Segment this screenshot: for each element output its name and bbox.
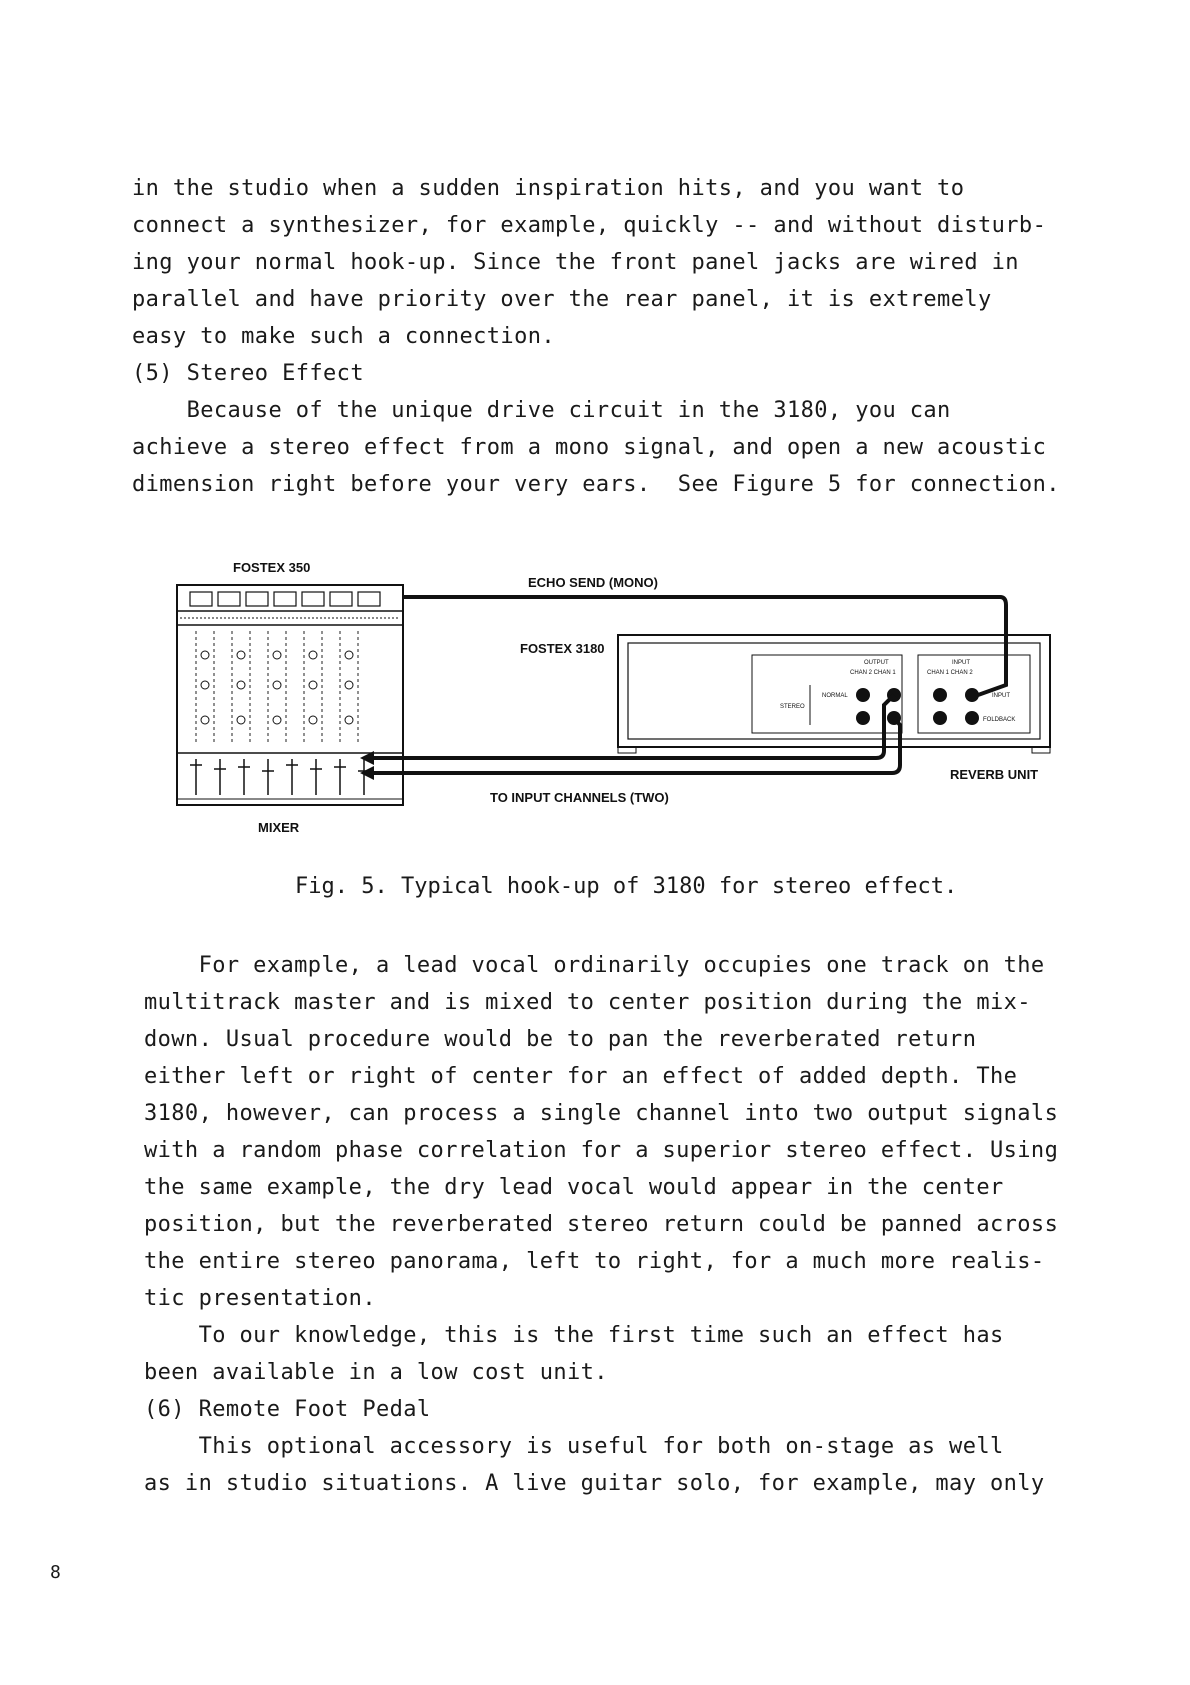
return-cable-1 — [372, 695, 894, 758]
body-line: dimension right before your very ears. See Figure 5 for connection. — [132, 472, 1060, 497]
mixer-label: MIXER — [258, 820, 300, 835]
panel-output-channels: CHAN 2 CHAN 1 — [850, 670, 896, 676]
body-line: down. Usual procedure would be to pan the reverberated return — [144, 1027, 977, 1052]
body-line: easy to make such a connection. — [132, 324, 555, 349]
to-input-label: TO INPUT CHANNELS (TWO) — [490, 790, 669, 805]
panel-input-channels: CHAN 1 CHAN 2 — [927, 670, 973, 676]
body-line: in the studio when a sudden inspiration hits, and you want to — [132, 176, 965, 201]
body-line: as in studio situations. A live guitar solo, for example, may only — [144, 1471, 1045, 1496]
unit-label: REVERB UNIT — [950, 767, 1039, 782]
body-line: connect a synthesizer, for example, quickly -- and without disturb- — [132, 213, 1047, 238]
body-line: Because of the unique drive circuit in the 3180, you can — [132, 398, 951, 423]
panel-input-jack-label: INPUT — [992, 693, 1010, 699]
panel-foldback-label: FOLDBACK — [983, 717, 1016, 723]
unit-title: FOSTEX 3180 — [520, 641, 605, 656]
body-line: tic presentation. — [144, 1286, 376, 1311]
page-number: 8 — [50, 1562, 61, 1583]
panel-input-label: INPUT — [952, 660, 970, 666]
panel-stereo-label: STEREO — [780, 704, 805, 710]
section-heading-stereo-effect: (5) Stereo Effect — [132, 361, 364, 386]
hookup-diagram — [160, 555, 1080, 845]
body-line: achieve a stereo effect from a mono signal, and open a new acoustic — [132, 435, 1047, 460]
panel-output-label: OUTPUT — [864, 660, 889, 666]
body-line: the entire stereo panorama, left to right, for a much more realis- — [144, 1249, 1045, 1274]
body-line: been available in a low cost unit. — [144, 1360, 608, 1385]
panel-normal-label: NORMAL — [822, 693, 848, 699]
echo-send-cable — [403, 597, 1006, 695]
body-line: position, but the reverberated stereo return could be panned across — [144, 1212, 1059, 1237]
figure-caption: Fig. 5. Typical hook-up of 3180 for stereo effect. — [295, 874, 958, 899]
body-line: To our knowledge, this is the first time such an effect has — [144, 1323, 1004, 1348]
body-line: ing your normal hook-up. Since the front panel jacks are wired in — [132, 250, 1019, 275]
section-heading-remote-foot-pedal: (6) Remote Foot Pedal — [144, 1397, 431, 1422]
arrow-head-2 — [360, 766, 374, 780]
mixer-title: FOSTEX 350 — [233, 560, 311, 575]
body-line: For example, a lead vocal ordinarily occupies one track on the — [144, 953, 1045, 978]
body-line: with a random phase correlation for a superior stereo effect. Using — [144, 1138, 1059, 1163]
body-line: the same example, the dry lead vocal would appear in the center — [144, 1175, 1004, 1200]
body-line: multitrack master and is mixed to center position during the mix- — [144, 990, 1031, 1015]
body-line: This optional accessory is useful for both on-stage as well — [144, 1434, 1004, 1459]
body-line: parallel and have priority over the rear panel, it is extremely — [132, 287, 992, 312]
return-cable-2 — [372, 718, 900, 773]
echo-send-label: ECHO SEND (MONO) — [528, 575, 658, 590]
body-line: 3180, however, can process a single channel into two output signals — [144, 1101, 1059, 1126]
body-line: either left or right of center for an effect of added depth. The — [144, 1064, 1018, 1089]
